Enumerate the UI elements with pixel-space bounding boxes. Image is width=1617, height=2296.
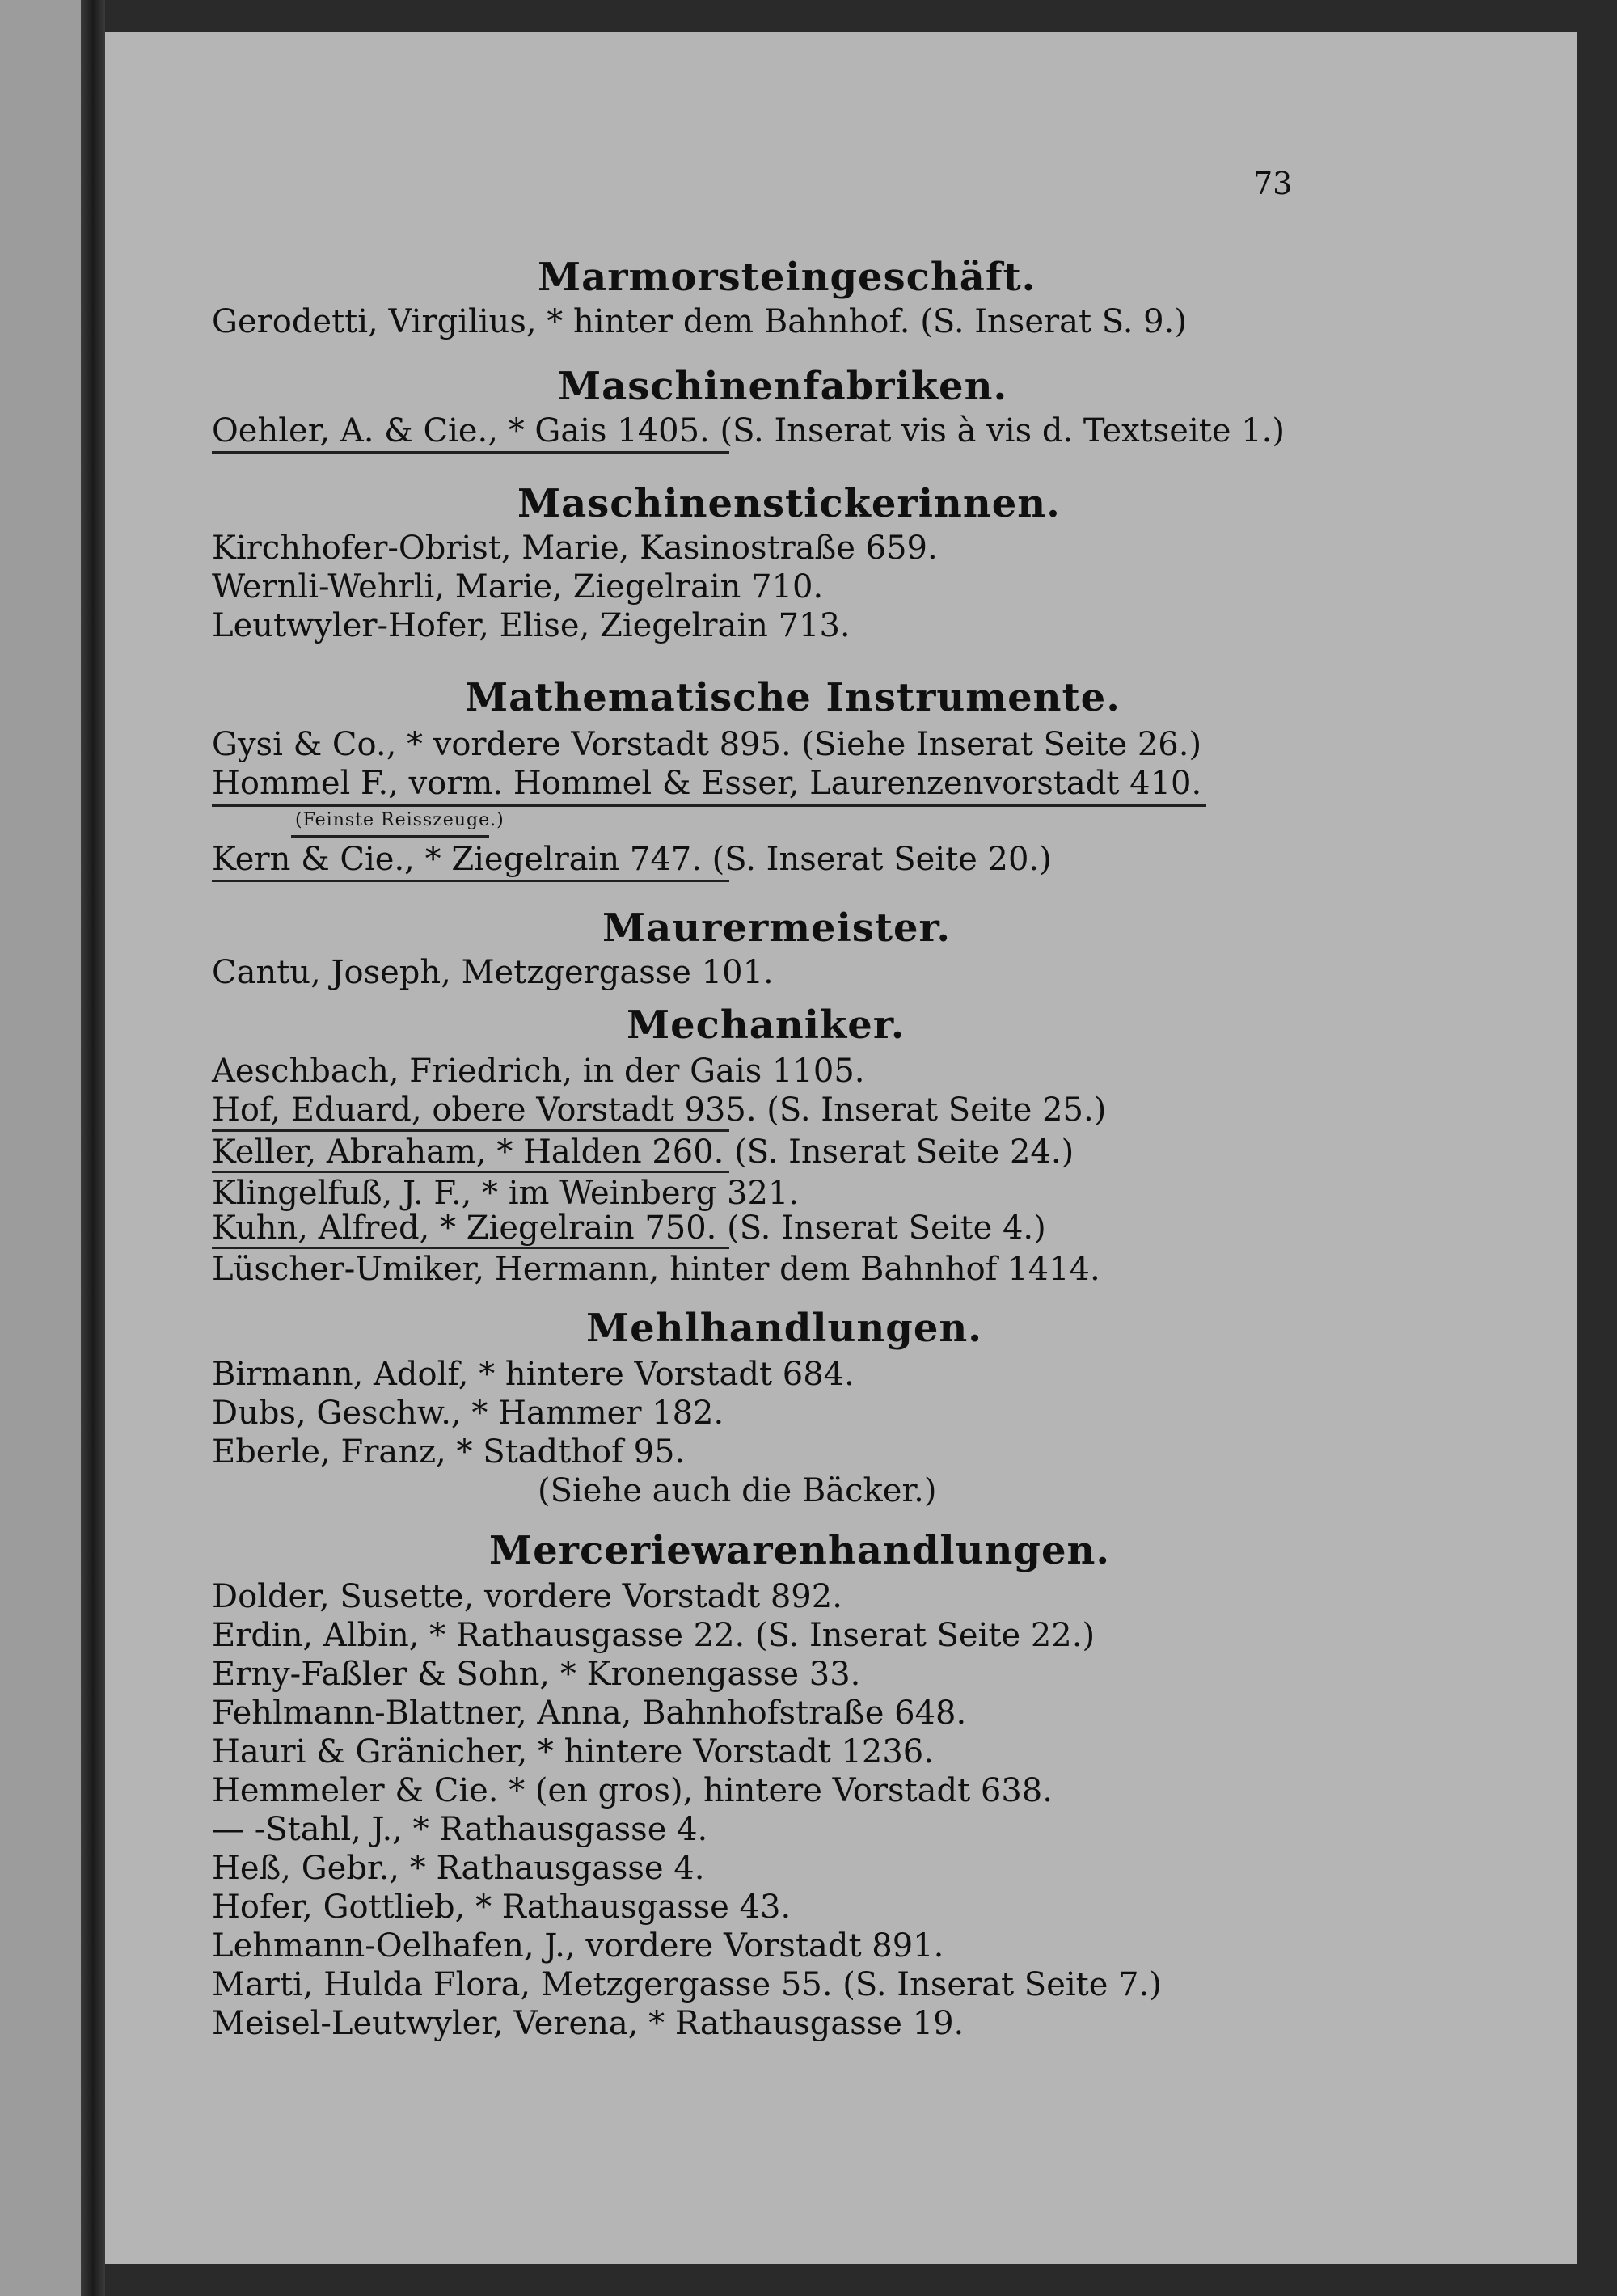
entry-meisel: Meisel-Leutwyler, Verena, * Rathausgasse 19.: [212, 2005, 965, 2042]
entry-aeschbach: Aeschbach, Friedrich, in der Gais 1105.: [212, 1053, 865, 1090]
left-page-edge: [0, 0, 84, 2296]
entry-baecker-note: (Siehe auch die Bäcker.): [538, 1472, 937, 1509]
entry-luescher: Lüscher-Umiker, Hermann, hinter dem Bahnhof 1414.: [212, 1251, 1100, 1288]
heading-merceriewarenhandlungen: Merceriewarenhandlungen.: [489, 1528, 1111, 1573]
heading-mechaniker: Mechaniker.: [627, 1002, 906, 1048]
heading-maschinenfabriken: Maschinenfabriken.: [558, 364, 1008, 409]
entry-oehler: Oehler, A. & Cie., * Gais 1405. (S. Inserat vis à vis d. Textseite 1.): [212, 412, 1285, 449]
entry-gysi: Gysi & Co., * vordere Vorstadt 895. (Siehe Inserat Seite 26.): [212, 726, 1202, 763]
rule-hof: [212, 1129, 729, 1132]
entry-dubs: Dubs, Geschw., * Hammer 182.: [212, 1395, 724, 1432]
entry-erdin: Erdin, Albin, * Rathausgasse 22. (S. Inserat Seite 22.): [212, 1617, 1096, 1654]
rule-hommel: [212, 804, 1206, 807]
heading-marmorsteingeschaeft: Marmorsteingeschäft.: [538, 255, 1036, 300]
entry-hommel-note: (Feinste Reisszeuge.): [295, 810, 505, 830]
entry-erny: Erny-Faßler & Sohn, * Kronengasse 33.: [212, 1656, 861, 1693]
entry-hess: Heß, Gebr., * Rathausgasse 4.: [212, 1850, 705, 1887]
entry-hommel: Hommel F., vorm. Hommel & Esser, Laurenzenvorstadt 410.: [212, 765, 1202, 802]
entry-kirchhofer: Kirchhofer-Obrist, Marie, Kasinostraße 659.: [212, 530, 938, 567]
entry-marti: Marti, Hulda Flora, Metzgergasse 55. (S. Inserat Seite 7.): [212, 1966, 1162, 2003]
book-gutter: [81, 0, 105, 2296]
entry-dolder: Dolder, Susette, vordere Vorstadt 892.: [212, 1578, 842, 1615]
rule-kuhn: [212, 1247, 729, 1249]
entry-gerodetti: Gerodetti, Virgilius, * hinter dem Bahnhof. (S. Inserat S. 9.): [212, 303, 1187, 340]
heading-mehlhandlungen: Mehlhandlungen.: [586, 1306, 983, 1351]
entry-birmann: Birmann, Adolf, * hintere Vorstadt 684.: [212, 1356, 855, 1393]
underline-kern: [212, 880, 729, 882]
entry-hemmeler: Hemmeler & Cie. * (en gros), hintere Vorstadt 638.: [212, 1772, 1053, 1809]
underline-oehler: [212, 451, 729, 454]
entry-kern: Kern & Cie., * Ziegelrain 747. (S. Inserat Seite 20.): [212, 841, 1052, 878]
entry-lehmann: Lehmann-Oelhafen, J., vordere Vorstadt 891.: [212, 1927, 944, 1965]
entry-hof: Hof, Eduard, obere Vorstadt 935. (S. Inserat Seite 25.): [212, 1091, 1107, 1129]
entry-wernli: Wernli-Wehrli, Marie, Ziegelrain 710.: [212, 568, 824, 606]
entry-hauri: Hauri & Gränicher, * hintere Vorstadt 1236.: [212, 1733, 934, 1771]
rule-hommel-note: [291, 835, 489, 838]
heading-maurermeister: Maurermeister.: [602, 905, 952, 951]
entry-stahl: — -Stahl, J., * Rathausgasse 4.: [212, 1811, 708, 1848]
entry-hofer: Hofer, Gottlieb, * Rathausgasse 43.: [212, 1889, 792, 1926]
entry-keller: Keller, Abraham, * Halden 260. (S. Inserat Seite 24.): [212, 1133, 1074, 1171]
heading-mathematische-instrumente: Mathematische Instrumente.: [465, 675, 1121, 720]
document-page: [105, 32, 1577, 2264]
entry-leutwyler: Leutwyler-Hofer, Elise, Ziegelrain 713.: [212, 607, 851, 644]
heading-maschinenstickerinnen: Maschinenstickerinnen.: [517, 481, 1061, 526]
entry-cantu: Cantu, Joseph, Metzgergasse 101.: [212, 954, 774, 991]
entry-eberle: Eberle, Franz, * Stadthof 95.: [212, 1433, 686, 1471]
entry-kuhn: Kuhn, Alfred, * Ziegelrain 750. (S. Inserat Seite 4.): [212, 1209, 1046, 1247]
entry-fehlmann: Fehlmann-Blattner, Anna, Bahnhofstraße 648.: [212, 1695, 967, 1732]
rule-keller: [212, 1171, 729, 1173]
page-number: 73: [1253, 166, 1293, 201]
entry-klingelfuss: Klingelfuß, J. F., * im Weinberg 321.: [212, 1175, 800, 1212]
